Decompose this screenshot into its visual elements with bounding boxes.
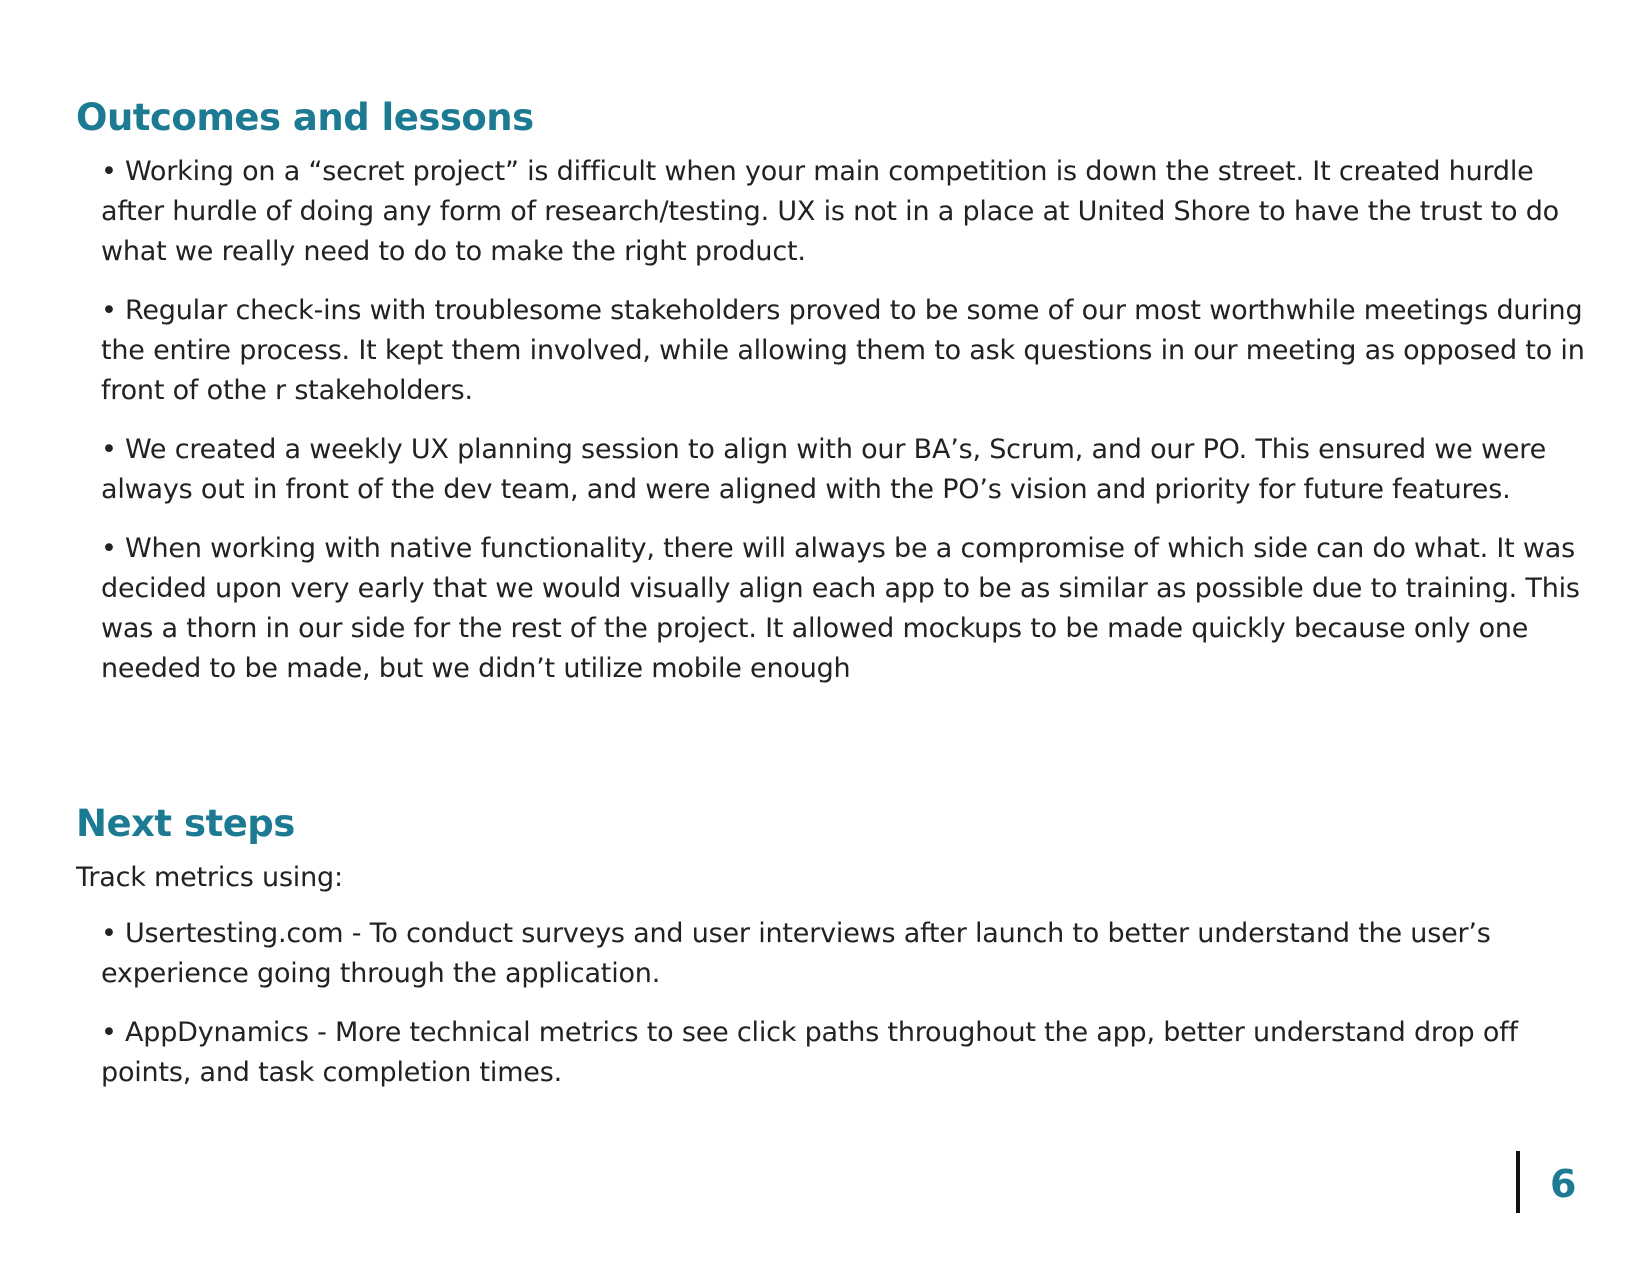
page-number: 6 xyxy=(1550,1162,1577,1206)
bullet-icon: • xyxy=(101,918,117,949)
bullet-icon: • xyxy=(101,156,117,187)
list-item xyxy=(101,914,1586,994)
list-item-text: We created a weekly UX planning session to align with our BA’s, Scrum, and our PO. This ensured we were always out in front of the dev team, and were aligned with the PO’s vision and priority for future features. xyxy=(101,434,1546,505)
list-item-text: Usertesting.com - To conduct surveys and user interviews after launch to better understand the user’s experience going through the application. xyxy=(101,918,1491,989)
next-steps-list xyxy=(76,914,1586,1093)
list-item xyxy=(101,152,1586,272)
list-item xyxy=(101,1013,1586,1093)
list-item-text: When working with native functionality, there will always be a compromise of which side can do what. It was decided upon very early that we would visually align each app to be as similar as possible due to training. This was a thorn in our side for the rest of the project. It allowed mockups to be made quickly because only one needed to be made, but we didn’t utilize mobile enough xyxy=(101,533,1580,684)
list-item xyxy=(101,529,1586,689)
page-number-divider xyxy=(1516,1151,1520,1213)
outcomes-section xyxy=(76,94,1586,708)
outcomes-list xyxy=(76,152,1586,689)
next-steps-section xyxy=(76,800,1586,1112)
outcomes-heading: Outcomes and lessons xyxy=(76,96,534,139)
list-item-text: AppDynamics - More technical metrics to see click paths throughout the app, better understand drop off points, and task completion times. xyxy=(101,1017,1518,1088)
next-steps-intro: Track metrics using: xyxy=(76,862,343,893)
bullet-icon: • xyxy=(101,295,117,326)
bullet-icon: • xyxy=(101,1017,117,1048)
bullet-icon: • xyxy=(101,533,117,564)
next-steps-heading: Next steps xyxy=(76,802,295,845)
list-item xyxy=(101,291,1586,411)
bullet-icon: • xyxy=(101,434,117,465)
list-item-text: Working on a “secret project” is difficult when your main competition is down the street. It created hurdle after hurdle of doing any form of research/testing. UX is not in a place at United Shore to have the trust to do what we really need to do to make the right product. xyxy=(101,156,1559,267)
list-item-text: Regular check-ins with troublesome stakeholders proved to be some of our most worthwhile meetings during the entire process. It kept them involved, while allowing them to ask questions in our meeting as opposed to in front of othe r stakeholders. xyxy=(101,295,1585,406)
list-item xyxy=(101,430,1586,510)
